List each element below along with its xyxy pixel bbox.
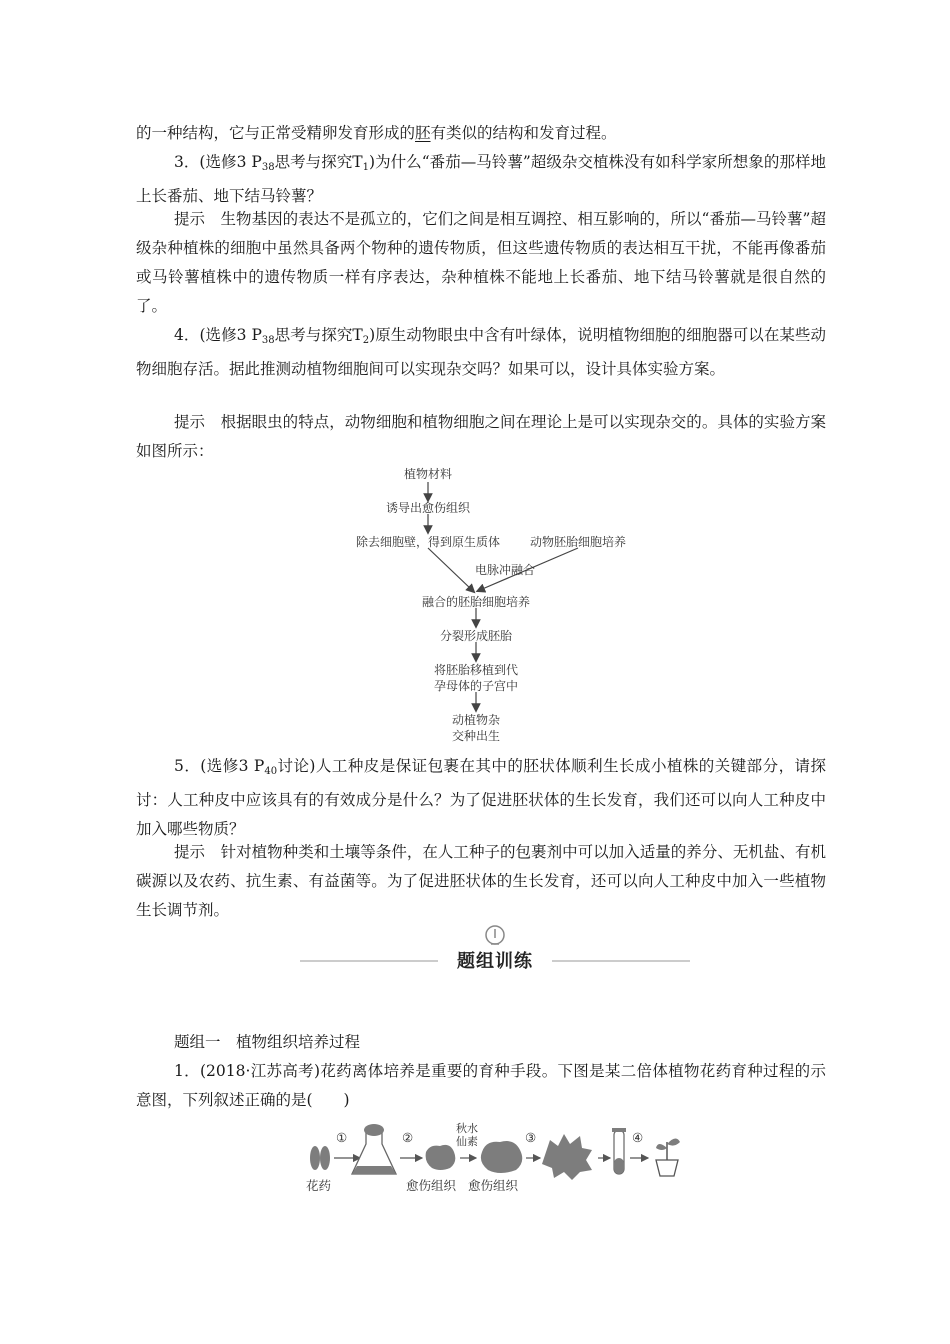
text-fragment: )原生动物眼虫中含有叶绿体，说明植物细胞的细胞器可以在某些动物细胞存活。据此推测动植物细胞间可以实现杂交吗？如果可以，设计具体实验方案。 xyxy=(136,326,826,378)
text-fragment: 5．(选修3 P xyxy=(174,757,265,775)
flow-line: 交种出生 xyxy=(451,729,500,743)
flow-node-protoplast: 除去细胞壁，得到原生质体 xyxy=(355,535,500,549)
section-header xyxy=(300,925,690,985)
callus-shape-2 xyxy=(481,1141,522,1173)
anther-shape xyxy=(310,1146,330,1170)
task-subscript: 2 xyxy=(362,335,370,346)
callus-label-1: 愈伤组织 xyxy=(406,1178,457,1193)
paragraph-continuation xyxy=(136,119,826,148)
page-subscript: 38 xyxy=(261,162,275,173)
flow-node-plant-material: 植物材料 xyxy=(403,467,452,481)
regenerated-tissue-shape xyxy=(542,1134,592,1180)
label-line: 仙素 xyxy=(456,1135,478,1148)
step-4-label: ④ xyxy=(632,1130,644,1145)
potted-plant-shape xyxy=(656,1138,680,1176)
underlined-word: 胚 xyxy=(415,124,431,142)
text-fragment: )为什么“番茄—马铃薯”超级杂交植株没有如科学家所想象的那样地上长番茄、地下结马铃薯？ xyxy=(136,153,826,205)
group-question-1: 1．(2018·江苏高考)花药离体培养是重要的育种手段。下图是某二倍体植物花药育种过程的示意图，下列叙述正确的是( ) xyxy=(136,1062,826,1109)
text-fragment: 4．(选修3 P xyxy=(174,326,262,344)
step-2-label: ② xyxy=(402,1130,414,1145)
step-1-label: ① xyxy=(336,1130,348,1145)
page-subscript: 40 xyxy=(264,766,278,777)
text-fragment: 3．(选修3 P xyxy=(174,153,262,171)
text-fragment: 思考与探究T xyxy=(274,153,363,171)
text-fragment: 有类似的结构和发育过程。 xyxy=(430,124,617,142)
question-3 xyxy=(136,148,826,211)
answer-5: 提示 针对植物种类和土壤等条件，在人工种子的包裹剂中可以加入适量的养分、无机盐、有机碳源以及农药、抗生素、有益菌等。为了促进胚状体的生长发育，还可以向人工种皮中加入一些植物生长调节剂。 xyxy=(136,843,826,919)
flow-line: 孕母体的子宫中 xyxy=(433,679,518,693)
section-title: 题组训练 xyxy=(457,951,533,972)
label-line: 秋水 xyxy=(456,1122,478,1135)
page-subscript: 38 xyxy=(261,335,275,346)
text-fragment: 讨论)人工种皮是保证包裹在其中的胚状体顺利生长成小植株的关键部分，请探讨：人工种皮中应该具有的有效成分是什么？为了促进胚状体的生长发育，我们还可以向人工种皮中加入哪些物质？ xyxy=(136,757,826,838)
group-title: 题组一 植物组织培养过程 xyxy=(174,1033,361,1051)
step-3-label: ③ xyxy=(525,1130,537,1145)
callus-shape-1 xyxy=(426,1145,456,1170)
answer-3: 提示 生物基因的表达不是孤立的，它们之间是相互调控、相互影响的，所以“番茄—马铃薯”超级杂种植株的细胞中虽然具备两个物种的遗传物质，但这些遗传物质的表达相互干扰，不能再像番茄或马铃薯植株中的遗传物质一样有序表达，杂种植株不能地上长番茄、地下结马铃薯就是很自然的了。 xyxy=(136,210,826,315)
flow-label-fusion: 电脉冲融合 xyxy=(474,563,535,577)
callus-label-2: 愈伤组织 xyxy=(468,1178,519,1193)
anther-culture-diagram xyxy=(300,1122,720,1194)
flow-node-fused-culture: 融合的胚胎细胞培养 xyxy=(421,595,530,609)
answer-4: 提示 根据眼虫的特点，动物细胞和植物细胞之间在理论上是可以实现杂交的。具体的实验方案如图所示： xyxy=(136,413,826,460)
text-fragment: 的一种结构，它与正常受精卵发育形成的 xyxy=(136,124,416,142)
flow-line: 动植物杂 xyxy=(451,713,500,727)
task-subscript: 1 xyxy=(362,162,370,173)
lightbulb-icon xyxy=(486,926,504,944)
flow-node-hybrid-birth xyxy=(436,712,516,744)
experiment-flowchart xyxy=(300,462,700,762)
flow-node-animal-cells: 动物胚胎细胞培养 xyxy=(529,535,626,549)
test-tube-shape xyxy=(612,1128,626,1174)
anther-label: 花药 xyxy=(306,1178,332,1193)
colchicine-label xyxy=(456,1122,478,1148)
question-5 xyxy=(136,752,826,844)
text-fragment: 思考与探究T xyxy=(274,326,363,344)
flow-node-callus: 诱导出愈伤组织 xyxy=(385,501,470,515)
flow-line: 将胚胎移植到代 xyxy=(433,663,518,677)
flask-shape xyxy=(352,1124,396,1174)
flow-node-transplant xyxy=(416,662,536,694)
question-4 xyxy=(136,321,826,384)
flow-node-embryo: 分裂形成胚胎 xyxy=(439,629,512,643)
